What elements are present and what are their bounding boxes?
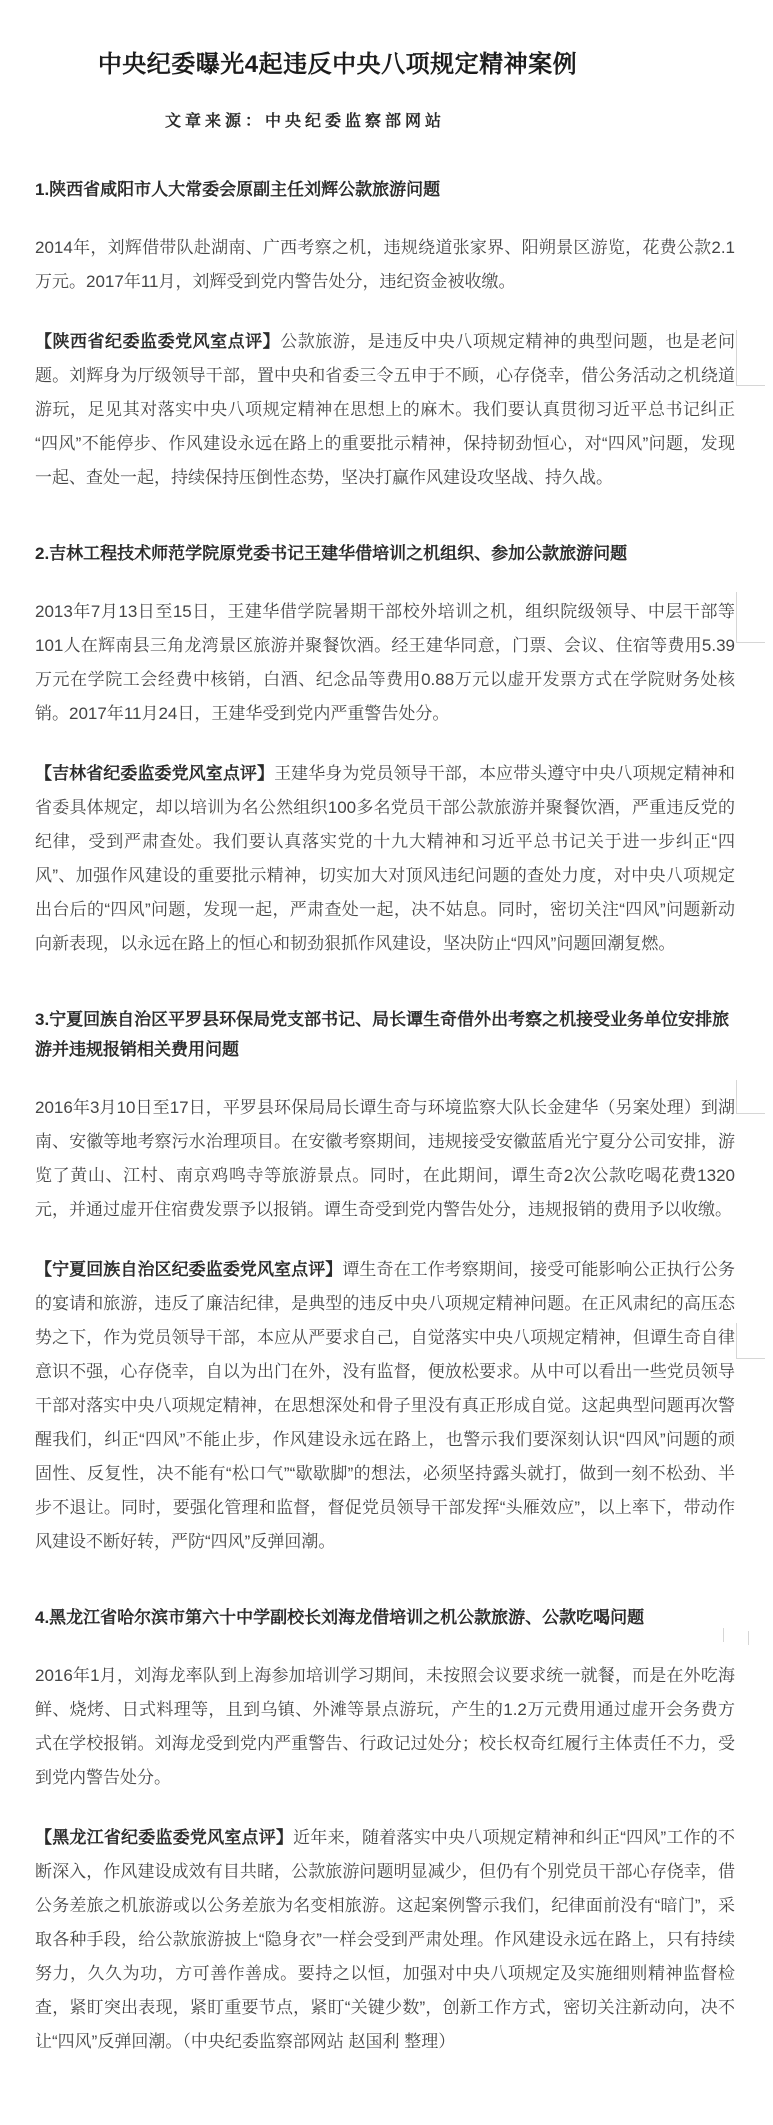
- case-4-comment-label: 【黑龙江省纪委监委党风室点评】: [35, 1828, 294, 1847]
- case-3-heading: 3.宁夏回族自治区平罗县环保局党支部书记、局长谭生奇借外出考察之机接受业务单位安排旅游并违规报销相关费用问题: [35, 1010, 730, 1059]
- case-3-comment: [35, 1253, 735, 1559]
- case-3-comment-text: 谭生奇在工作考察期间，接受可能影响公正执行公务的宴请和旅游，违反了廉洁纪律，是典型的违反中央八项规定精神问题。在正风肃纪的高压态势之下，作为党员领导干部，本应从严要求自己，自觉落实中央八项规定精神，但谭生奇自律意识不强，心存侥幸，自以为出门在外，没有监督，便放松要求。从中可以看出一些党员领导干部对落实中央八项规定精神，在思想深处和骨子里没有真正形成自觉。这起典型问题再次警醒我们，纠正“四风”不能止步，作风建设永远在路上，也警示我们要深刻认识“四风”问题的顽固性、反复性，决不能有“松口气”“歇歇脚”的想法，必须坚持露头就打，做到一刻不松劲、半步不退让。同时，要强化管理和监督，督促党员领导干部发挥“头雁效应”，以上率下，带动作风建设不断好转，严防“四风”反弹回潮。: [35, 1260, 736, 1551]
- clipped-box-corner-1: [736, 330, 765, 386]
- case-4-comment-text: 近年来，随着落实中央八项规定精神和纠正“四风”工作的不断深入，作风建设成效有目共睹，公款旅游问题明显减少，但仍有个别党员干部心存侥幸，借公务差旅之机旅游或以公务差旅为名变相旅游。这起案例警示我们，纪律面前没有“暗门”，采取各种手段，给公款旅游披上“隐身衣”一样会受到严肃处理。作风建设永远在路上，只有持续努力，久久为功，方可善作善成。要持之以恒，加强对中央八项规定及实施细则精神监督检查，紧盯突出表现，紧盯重要节点，紧盯“关键少数”，创新工作方式，密切关注新动向，决不让“四风”反弹回潮。（中央纪委监察部网站 赵国利 整理）: [35, 1828, 735, 2051]
- clipped-box-corner-2: [736, 592, 765, 643]
- case-2-comment-text: 王建华身为党员领导干部，本应带头遵守中央八项规定精神和省委具体规定，却以培训为名公然组织100多名党员干部公款旅游并聚餐饮酒，严重违反党的纪律，受到严肃查处。我们要认真落实党的十九大精神和习近平总书记关于进一步纠正“四风”、加强作风建设的重要批示精神，切实加大对顶风违纪问题的查处力度，对中央八项规定出台后的“四风”问题，发现一起，严肃查处一起，决不姑息。同时，密切关注“四风”问题新动向新表现，以永远在路上的恒心和韧劲狠抓作风建设，坚决防止“四风”问题回潮复燃。: [35, 764, 736, 953]
- case-4-comment: [35, 1821, 735, 2059]
- case-3-body: 2016年3月10日至17日，平罗县环保局局长谭生奇与环境监察大队长金建华（另案处理）到湖南、安徽等地考察污水治理项目。在安徽考察期间，违规接受安徽蓝盾光宁夏分公司安排，游览了黄山、江村、南京鸡鸣寺等旅游景点。同时，在此期间，谭生奇2次公款吃喝花费1320元，并通过虚开住宿费发票予以报销。谭生奇受到党内警告处分，违规报销的费用予以收缴。: [35, 1098, 735, 1219]
- case-1-heading: 1.陕西省咸阳市人大常委会原副主任刘辉公款旅游问题: [35, 180, 441, 199]
- case-4-heading: 4.黑龙江省哈尔滨市第六十中学副校长刘海龙借培训之机公款旅游、公款吃喝问题: [35, 1608, 645, 1627]
- case-section-1: [35, 175, 735, 495]
- case-section-4: [35, 1603, 735, 2059]
- case-3-comment-label: 【宁夏回族自治区纪委监委党风室点评】: [35, 1260, 343, 1279]
- case-1-body: 2014年，刘辉借带队赴湖南、广西考察之机，违规绕道张家界、阳朔景区游览，花费公款2.1万元。2017年11月，刘辉受到党内警告处分，违纪资金被收缴。: [35, 238, 735, 291]
- article-source-line: 文章来源：中央纪委监察部网站: [164, 113, 445, 130]
- clipped-box-corner-4: [736, 1323, 765, 1359]
- clipped-box-corner-3: [736, 1080, 765, 1114]
- case-1-comment-text: 公款旅游，是违反中央八项规定精神的典型问题，也是老问题。刘辉身为厅级领导干部，置中央和省委三令五申于不顾，心存侥幸，借公务活动之机绕道游玩，足见其对落实中央八项规定精神在思想上的麻木。我们要认真贯彻习近平总书记纠正“四风”不能停步、作风建设永远在路上的重要批示精神，保持韧劲恒心，对“四风”问题，发现一起、查处一起，持续保持压倒性态势，坚决打赢作风建设攻坚战、持久战。: [35, 332, 736, 487]
- case-2-body: 2013年7月13日至15日，王建华借学院暑期干部校外培训之机，组织院级领导、中层干部等101人在辉南县三角龙湾景区旅游并聚餐饮酒。经王建华同意，门票、会议、住宿等费用5.39万元在学院工会经费中核销，白酒、纪念品等费用0.88万元以虚开发票方式在学院财务处核销。2017年11月24日，王建华受到党内严重警告处分。: [35, 602, 735, 723]
- case-4-body: 2016年1月，刘海龙率队到上海参加培训学习期间，未按照会议要求统一就餐，而是在外吃海鲜、烧烤、日式料理等，且到乌镇、外滩等景点游玩，产生的1.2万元费用通过虚开会务费方式在学校报销。刘海龙受到党内严重警告、行政记过处分；校长权奇红履行主体责任不力，受到党内警告处分。: [35, 1666, 735, 1787]
- case-2-heading: 2.吉林工程技术师范学院原党委书记王建华借培训之机组织、参加公款旅游问题: [35, 544, 628, 563]
- clipped-border-tick-1: [723, 1628, 724, 1642]
- case-2-comment-label: 【吉林省纪委监委党风室点评】: [35, 764, 275, 783]
- page-title: 中央纪委曝光4起违反中央八项规定精神案例: [97, 51, 578, 78]
- case-section-3: [35, 1005, 735, 1559]
- case-section-2: [35, 539, 735, 961]
- clipped-border-tick-2: [748, 1631, 749, 1645]
- case-1-comment: [35, 325, 735, 495]
- case-2-comment: [35, 757, 735, 961]
- case-1-comment-label: 【陕西省纪委监委党风室点评】: [35, 332, 281, 351]
